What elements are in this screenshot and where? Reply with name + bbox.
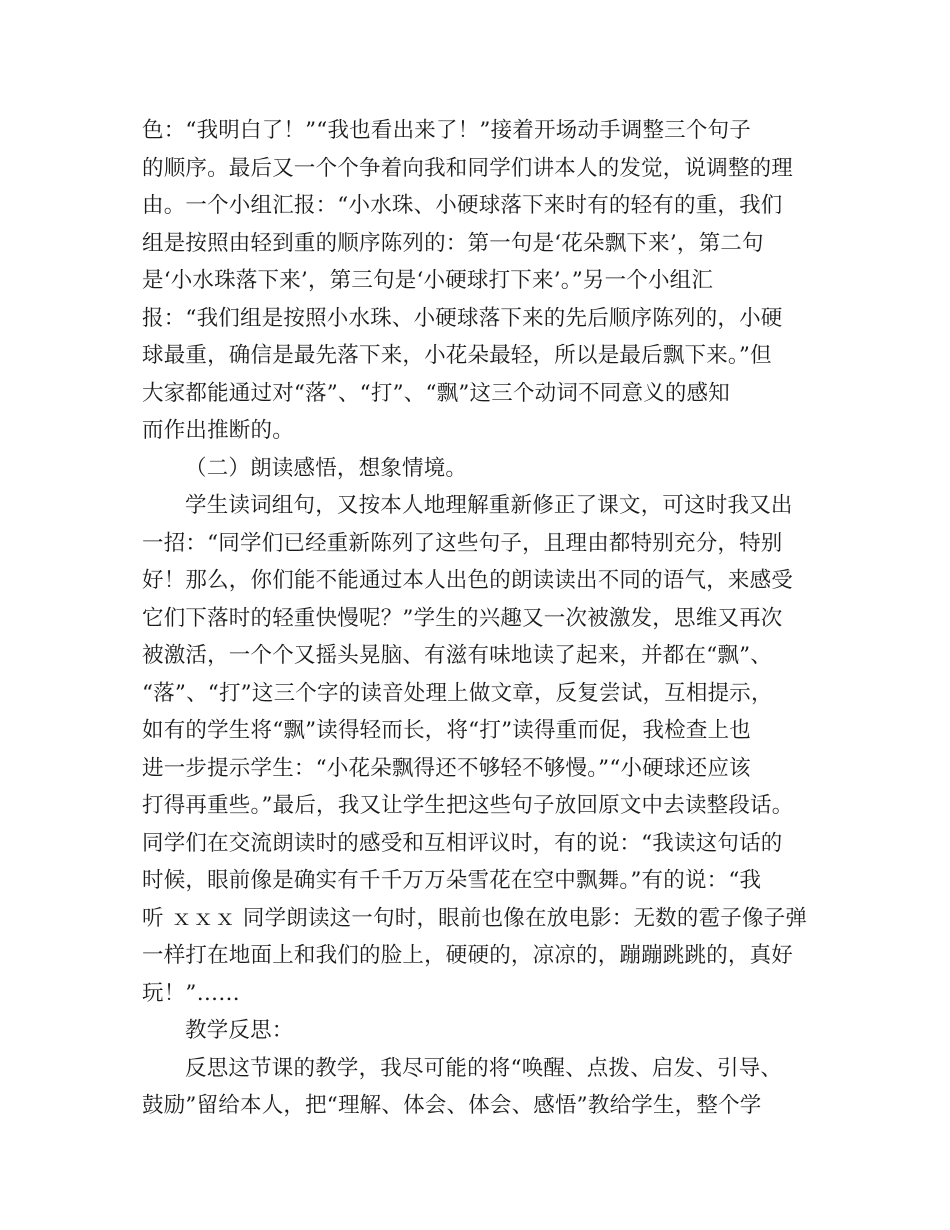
section-heading: 教学反思：: [185, 1018, 294, 1043]
text-line: “落”、“打”这三个字的读音处理上做文章，反复尝试，互相提示，: [142, 680, 773, 706]
text-line: 报：“我们组是按照小水珠、小硬球落下来的先后顺序陈列的，小硬: [142, 305, 783, 331]
text-line: 一招：“同学们已经重新陈列了这些句子，且理由都特别充分，特别: [142, 530, 783, 556]
text-line: 如有的学生将“飘”读得轻而长，将“打”读得重而促，我检查上也: [142, 718, 751, 743]
text-line: 大家都能通过对“落”、“打”、“飘”这三个动词不同意义的感知: [142, 380, 730, 406]
text-line: 由。一个小组汇报：“小水珠、小硬球落下来时有的轻有的重，我们: [142, 193, 783, 218]
text-line: 组是按照由轻到重的顺序陈列的：第一句是‘花朵飘下来’，第二句: [142, 230, 764, 256]
text-line: 它们下落时的轻重快慢呢？”学生的兴趣又一次被激发，思维又再次: [142, 605, 783, 631]
paragraph-start: 反思这节课的教学，我尽可能的将“唤醒、点拨、启发、引导、: [185, 1055, 783, 1081]
text-line: 色：“我明白了！”“我也看出来了！”接着开场动手调整三个句子: [142, 118, 751, 143]
text-line: 同学们在交流朗读时的感受和互相评议时，有的说：“我读这句话的: [142, 830, 783, 856]
paragraph-start: 学生读词组句，又按本人地理解重新修正了课文，可这时我又出: [185, 493, 793, 518]
text-line: 被激活，一个个又摇头晃脑、有滋有味地读了起来，并都在“飘”、: [142, 643, 772, 668]
text-line: 打得再重些。”最后，我又让学生把这些句子放回原文中去读整段话。: [142, 793, 794, 818]
text-line: 而作出推断的。: [142, 418, 294, 443]
text-line: 是‘小水珠落下来’，第三句是‘小硬球打下来’。”另一个小组汇: [142, 268, 714, 293]
text-line: 一样打在地面上和我们的脸上，硬硬的，凉凉的，蹦蹦跳跳的，真好: [142, 943, 794, 968]
text-line: 进一步提示学生：“小花朵飘得还不够轻不够慢。”“小硬球还应该: [142, 755, 751, 781]
text-line: 球最重，确信是最先落下来，小花朵最轻，所以是最后飘下来。”但: [142, 343, 772, 368]
text-line: 鼓励”留给本人，把“理解、体会、体会、感悟”教给学生，整个学: [142, 1093, 762, 1118]
text-line: 听 ｘｘｘ 同学朗读这一句时，眼前也像在放电影：无数的雹子像子弹: [142, 905, 808, 931]
text-line: 玩！”……: [142, 980, 240, 1006]
text-line: 好！那么，你们能不能通过本人出色的朗读读出不同的语气，来感受: [142, 568, 794, 593]
text-line: 时候，眼前像是确实有千千万万朵雪花在空中飘舞。”有的说：“我: [142, 868, 762, 893]
text-line: 的顺序。最后又一个个争着向我和同学们讲本人的发觉，说调整的理: [142, 155, 794, 181]
document-body: [142, 112, 832, 1125]
section-heading: （二）朗读感悟，想象情境。: [185, 455, 468, 481]
